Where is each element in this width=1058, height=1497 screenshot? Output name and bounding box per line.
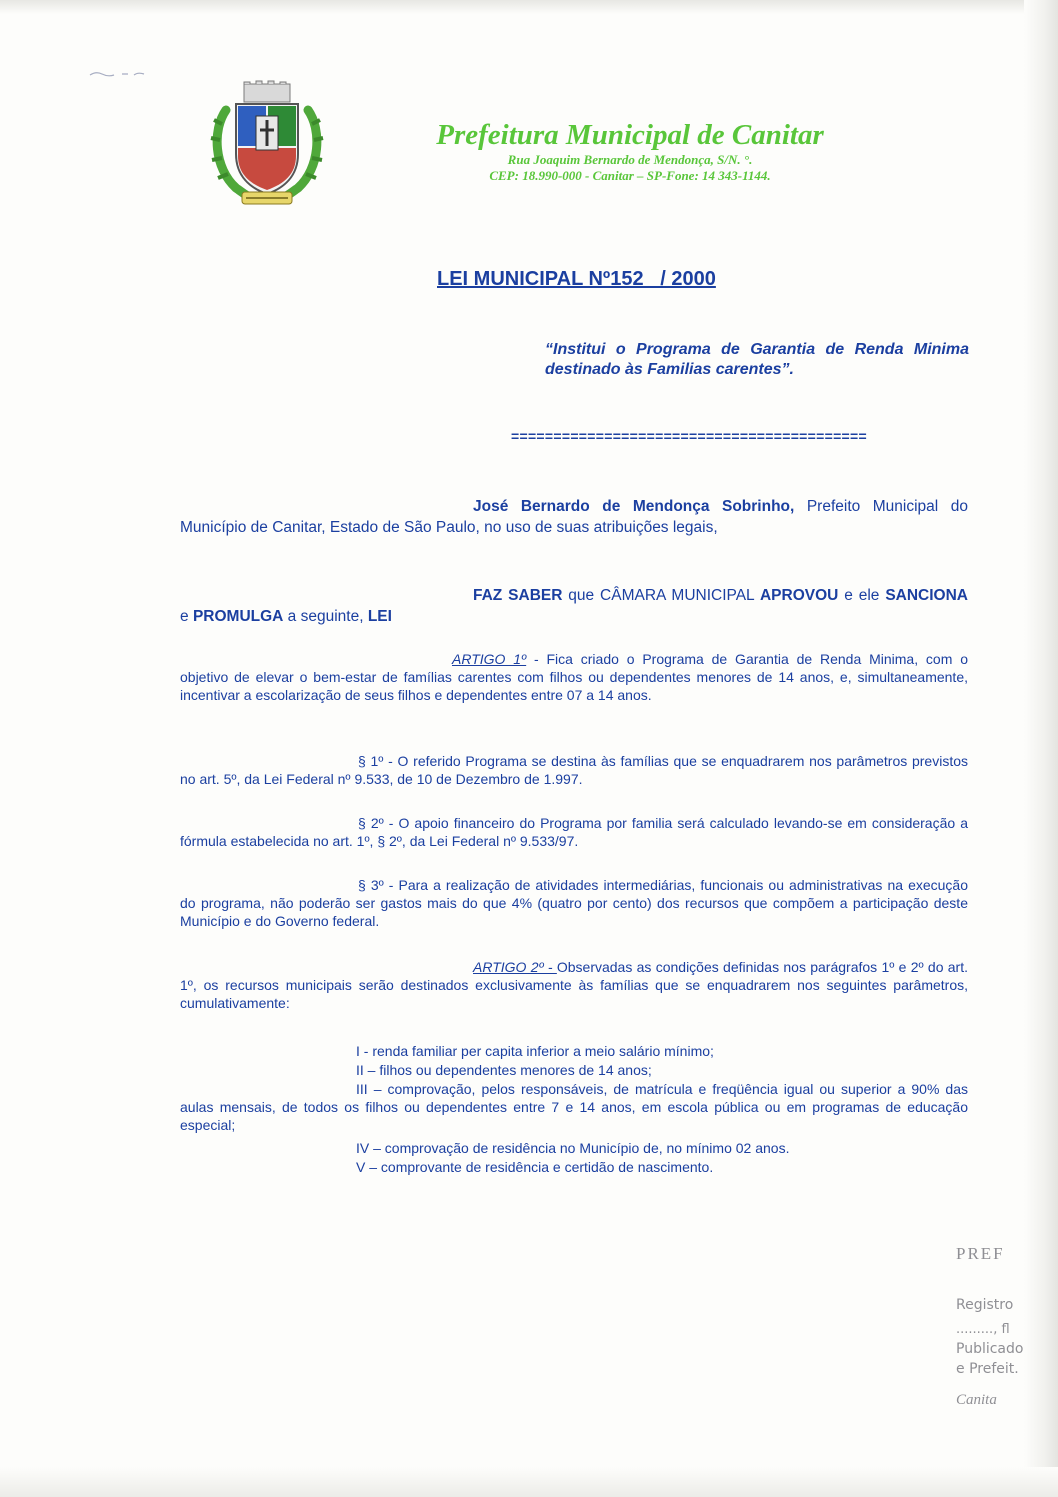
paragraph-text: § 2º - O apoio financeiro do Programa por familia será calculado levando-se em consideração a fórmula estabelecida no art. 1º, § 2º, da Lei Federal nº 9.533/97. <box>180 815 968 849</box>
letterhead-contact: CEP: 18.990-000 - Canitar – SP-Fone: 14 343-1144. <box>489 168 771 183</box>
stamp-line: Registro <box>956 1297 1014 1313</box>
article-2 <box>180 958 968 1012</box>
enactment-text: e ele <box>838 587 886 604</box>
paragraph-text: § 3º - Para a realização de atividades intermediárias, funcionais ou administrativas na execução do programa, não poderão ser gastos mais do que 4% (quatro por cento) dos recursos que compõem a participação deste Município e do Governo federal. <box>180 877 968 929</box>
preamble <box>180 496 968 538</box>
article-1-paragraph-2 <box>180 814 968 850</box>
article-1-paragraph-1 <box>180 752 968 788</box>
law-title: LEI MUNICIPAL Nº152 / 2000 <box>437 268 716 290</box>
criteria-item-text: III – comprovação, pelos responsáveis, de matrícula e freqüência igual ou superior a 90% das aulas mensais, de todos os filhos ou dependentes entre 7 e 14 anos, em escola pública ou em programas de educação especial; <box>180 1081 968 1133</box>
article-1-label: ARTIGO 1º <box>452 651 527 667</box>
criteria-item: I - renda familiar per capita inferior a meio salário mínimo; <box>356 1043 714 1059</box>
paragraph-text: § 1º - O referido Programa se destina às famílias que se enquadrarem nos parâmetros previstos no art. 5º, da Lei Federal nº 9.533, de 10 de Dezembro de 1.997. <box>180 753 968 787</box>
enactment-promulga: PROMULGA <box>192 608 284 625</box>
criteria-item: V – comprovante de residência e certidão de nascimento. <box>356 1159 714 1175</box>
letterhead-title: Prefeitura Municipal de Canitar <box>436 119 824 151</box>
stamp-line: Publicado <box>956 1341 1024 1357</box>
ink-mark <box>88 70 146 78</box>
scan-bottom-edge <box>0 1467 1058 1497</box>
stamp-line: ........., fl <box>956 1322 1010 1337</box>
divider-line: ========================================== <box>511 428 867 444</box>
criteria-item: IV – comprovação de residência no Município de, no mínimo 02 anos. <box>356 1140 790 1156</box>
mayor-name: José Bernardo de Mendonça Sobrinho, <box>473 498 795 515</box>
municipal-coat-of-arms <box>206 80 328 210</box>
article-2-label: ARTIGO 2º - <box>473 959 557 975</box>
preamble-text: Prefeito Municipal do Município de Canitar, Estado de São Paulo, no uso de suas atribuições legais, <box>180 498 968 536</box>
stamp-line: e Prefeit. <box>956 1361 1019 1377</box>
enactment-text: e <box>180 608 193 625</box>
law-summary: “Institui o Programa de Garantia de Renda Minima destinado às Familias carentes”. <box>545 341 969 378</box>
article-2-text: Observadas as condições definidas nos parágrafos 1º e 2º do art. 1º, os recursos municipais serão destinados exclusivamente às famílias que se enquadrarem nos seguintes parâmetros, cumulativamente: <box>180 959 968 1011</box>
enactment-faz-saber: FAZ SABER <box>473 587 563 604</box>
letterhead <box>370 118 890 184</box>
article-1 <box>180 650 968 704</box>
enactment-text: a seguinte, <box>283 608 368 625</box>
enactment-sanciona: SANCIONA <box>885 587 968 604</box>
registration-stamp <box>948 1240 1058 1490</box>
enactment-clause <box>180 585 968 627</box>
enactment-aprovou: APROVOU <box>759 587 839 604</box>
enactment-lei: LEI <box>367 608 392 625</box>
article-1-paragraph-3 <box>180 876 968 930</box>
criteria-item: II – filhos ou dependentes menores de 14 anos; <box>356 1062 652 1078</box>
article-1-text: - Fica criado o Programa de Garantia de Renda Minima, com o objetivo de elevar o bem-estar de famílias carentes com filhos ou dependentes menores de 14 anos, e, simultaneamente, incentivar a escolarização de seus filhos e dependentes entre 07 a 14 anos. <box>180 651 968 703</box>
enactment-text: que CÂMARA MUNICIPAL <box>562 587 760 604</box>
stamp-line: Canita <box>956 1392 997 1408</box>
scan-top-edge <box>0 0 1058 14</box>
criteria-item <box>180 1080 968 1134</box>
stamp-line: PREF <box>956 1244 1005 1263</box>
letterhead-address: Rua Joaquim Bernardo de Mendonça, S/N. °. <box>507 152 753 167</box>
